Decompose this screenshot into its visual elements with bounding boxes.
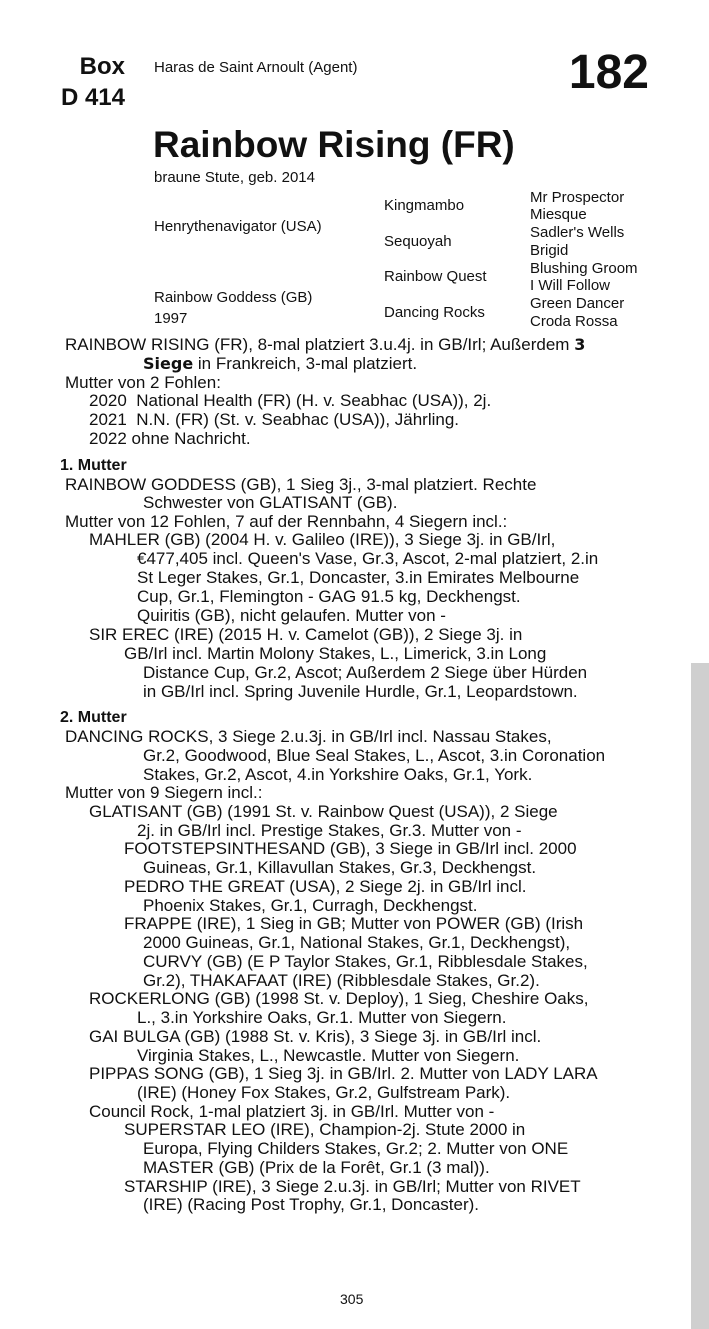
- entry-line: St Leger Stakes, Gr.1, Doncaster, 3.in Emirates Melbourne: [137, 568, 580, 587]
- agent-name: Haras de Saint Arnoult (Agent): [154, 59, 358, 76]
- entry-line: PEDRO THE GREAT (USA), 2 Siege 2j. in GB/Irl incl.: [124, 877, 527, 896]
- entry-line: SUPERSTAR LEO (IRE), Champion-2j. Stute 2000 in: [124, 1120, 526, 1139]
- foal-entry: 2022 ohne Nachricht.: [89, 429, 251, 448]
- entry-line: ROCKERLONG (GB) (1998 St. v. Deploy), 1 Sieg, Cheshire Oaks,: [89, 989, 589, 1008]
- entry-line: PIPPAS SONG (GB), 1 Sieg 3j. in GB/Irl. 2. Mutter von LADY LARA: [89, 1064, 598, 1083]
- entry-line: MAHLER (GB) (2004 H. v. Galileo (IRE)), 3 Siege 3j. in GB/Irl,: [89, 530, 556, 549]
- entry-line: Phoenix Stakes, Gr.1, Curragh, Deckhengst.: [143, 896, 478, 915]
- page-number: 305: [340, 1291, 364, 1307]
- entry-line: Schwester von GLATISANT (GB).: [143, 493, 398, 512]
- pedigree-ancestor: Blushing Groom: [530, 260, 638, 277]
- foal-entry: 2021 N.N. (FR) (St. v. Seabhac (USA)), Jährling.: [89, 410, 460, 429]
- entry-line: in GB/Irl incl. Spring Juvenile Hurdle, Gr.1, Leopardstown.: [143, 682, 578, 701]
- pedigree-granddam: Sequoyah: [384, 233, 452, 250]
- pedigree-granddam: Dancing Rocks: [384, 304, 485, 321]
- section-heading: 2. Mutter: [60, 709, 127, 726]
- entry-line: Mutter von 12 Fohlen, 7 auf der Rennbahn, 4 Siegern incl.:: [65, 512, 508, 531]
- entry-line: CURVY (GB) (E P Taylor Stakes, Gr.1, Ribblesdale Stakes,: [143, 952, 588, 971]
- pedigree-dam-year: 1997: [154, 310, 188, 327]
- entry-line: SIR EREC (IRE) (2015 H. v. Camelot (GB)), 2 Siege 3j. in: [89, 625, 523, 644]
- pedigree-ancestor: I Will Follow: [530, 277, 611, 294]
- pedigree-sire: Henrythenavigator (USA): [154, 218, 322, 235]
- horse-name: Rainbow Rising (FR): [153, 124, 515, 165]
- entry-line: (IRE) (Racing Post Trophy, Gr.1, Doncaster).: [143, 1195, 480, 1214]
- pedigree-ancestor: Green Dancer: [530, 295, 625, 312]
- pedigree-ancestor: Miesque: [530, 206, 587, 223]
- entry-line: RAINBOW GODDESS (GB), 1 Sieg 3j., 3-mal platziert. Rechte: [65, 475, 537, 494]
- pedigree-ancestor: Brigid: [530, 242, 569, 259]
- summary-line: RAINBOW RISING (FR), 8-mal platziert 3.u.4j. in GB/Irl; Außerdem 3: [65, 335, 586, 354]
- entry-line: €477,405 incl. Queen's Vase, Gr.3, Ascot, 2-mal platziert, 2.in: [137, 549, 599, 568]
- summary-line: Mutter von 2 Fohlen:: [65, 373, 221, 392]
- entry-line: L., 3.in Yorkshire Oaks, Gr.1. Mutter von Siegern.: [137, 1008, 507, 1027]
- entry-line: (IRE) (Honey Fox Stakes, Gr.2, Gulfstream Park).: [137, 1083, 511, 1102]
- horse-description: braune Stute, geb. 2014: [154, 169, 315, 186]
- entry-line: GLATISANT (GB) (1991 St. v. Rainbow Quest (USA)), 2 Siege: [89, 802, 558, 821]
- pedigree-dam: Rainbow Goddess (GB): [154, 289, 313, 306]
- entry-line: 2000 Guineas, Gr.1, National Stakes, Gr.1, Deckhengst),: [143, 933, 571, 952]
- page-edge-tab: [691, 663, 709, 1329]
- summary-line: Siege in Frankreich, 3-mal platziert.: [143, 354, 418, 373]
- pedigree-grandsire: Rainbow Quest: [384, 268, 487, 285]
- entry-line: FOOTSTEPSINTHESAND (GB), 3 Siege in GB/Irl incl. 2000: [124, 839, 577, 858]
- box-label: Box: [79, 53, 125, 80]
- pedigree-ancestor: Croda Rossa: [530, 313, 618, 330]
- entry-line: FRAPPE (IRE), 1 Sieg in GB; Mutter von POWER (GB) (Irish: [124, 914, 584, 933]
- entry-line: Guineas, Gr.1, Killavullan Stakes, Gr.3, Deckhengst.: [143, 858, 537, 877]
- entry-line: MASTER (GB) (Prix de la Forêt, Gr.1 (3 mal)).: [143, 1158, 490, 1177]
- entry-line: STARSHIP (IRE), 3 Siege 2.u.3j. in GB/Irl; Mutter von RIVET: [124, 1177, 581, 1196]
- foal-entry: 2020 National Health (FR) (H. v. Seabhac (USA)), 2j.: [89, 391, 492, 410]
- entry-line: Gr.2, Goodwood, Blue Seal Stakes, L., Ascot, 3.in Coronation: [143, 746, 606, 765]
- box-number: D 414: [60, 84, 125, 111]
- pedigree-ancestor: Sadler's Wells: [530, 224, 625, 241]
- pedigree-grandsire: Kingmambo: [384, 197, 465, 214]
- entry-line: GAI BULGA (GB) (1988 St. v. Kris), 3 Siege 3j. in GB/Irl incl.: [89, 1027, 542, 1046]
- entry-line: DANCING ROCKS, 3 Siege 2.u.3j. in GB/Irl incl. Nassau Stakes,: [65, 727, 552, 746]
- entry-line: GB/Irl incl. Martin Molony Stakes, L., Limerick, 3.in Long: [124, 644, 547, 663]
- entry-line: Cup, Gr.1, Flemington - GAG 91.5 kg, Deckhengst.: [137, 587, 521, 606]
- entry-line: Quiritis (GB), nicht gelaufen. Mutter von -: [137, 606, 446, 625]
- entry-line: Council Rock, 1-mal platziert 3j. in GB/Irl. Mutter von -: [89, 1102, 495, 1121]
- pedigree-ancestor: Mr Prospector: [530, 189, 625, 206]
- entry-line: Distance Cup, Gr.2, Ascot; Außerdem 2 Siege über Hürden: [143, 663, 588, 682]
- entry-line: Stakes, Gr.2, Ascot, 4.in Yorkshire Oaks, Gr.1, York.: [143, 765, 533, 784]
- entry-line: 2j. in GB/Irl incl. Prestige Stakes, Gr.3. Mutter von -: [137, 821, 522, 840]
- entry-line: Virginia Stakes, L., Newcastle. Mutter von Siegern.: [137, 1046, 520, 1065]
- section-heading: 1. Mutter: [60, 457, 127, 474]
- entry-line: Europa, Flying Childers Stakes, Gr.2; 2. Mutter von ONE: [143, 1139, 569, 1158]
- entry-line: Mutter von 9 Siegern incl.:: [65, 783, 263, 802]
- entry-line: Gr.2), THAKAFAAT (IRE) (Ribblesdale Stakes, Gr.2).: [143, 971, 540, 990]
- lot-number: 182: [568, 46, 649, 99]
